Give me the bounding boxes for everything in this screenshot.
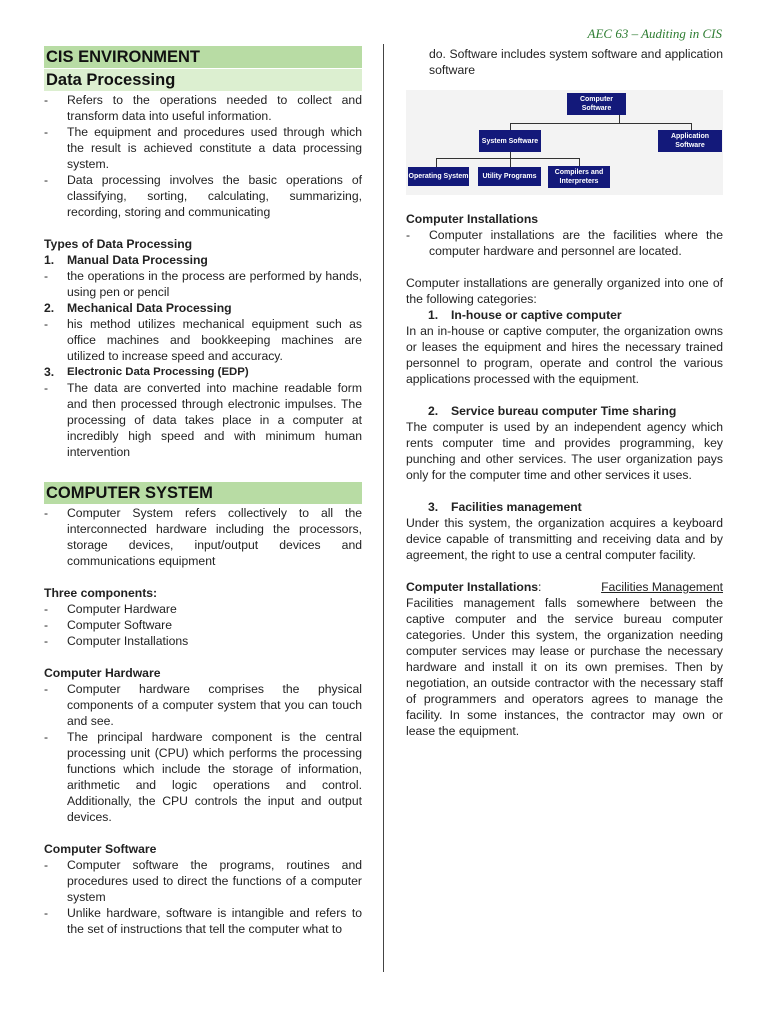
list-item: - Refers to the operations needed to collect and transform data into useful information. — [44, 93, 362, 123]
category-text: Under this system, the organization acquires a keyboard device capable of transmitting and receiving data and by agreement, the right to use a central computer facility. — [406, 516, 723, 562]
software-hierarchy-diagram — [406, 90, 723, 195]
installations-intro: Computer installations are generally organized into one of the following categories: — [406, 276, 723, 306]
type-title: 3. Electronic Data Processing (EDP) — [44, 365, 249, 379]
list-item: - Computer System refers collectively to all the interconnected hardware including the processors, storage devices, input/output devices and communications equipment — [44, 506, 362, 568]
facilities-management-text: Facilities management falls somewhere between the captive computer and the service bureau computer categories. Under this system, the organization needing computer services may lease or purchase the necessary hardware and install it on its own premises. Then by negotiation, an outside contractor with the necessary staff of programmers and operators agrees to manage the facility. In some instances, the contractor may own or lease the equipment. — [406, 596, 723, 738]
facilities-management-heading: Computer Installations: Facilities Management — [406, 580, 723, 594]
components-heading: Three components: — [44, 586, 158, 600]
list-item: - The data are converted into machine readable form and then processed through electronic impulses. The processing of data takes place in a computer at incredibly high speed and with minimum human intervention — [44, 381, 362, 459]
left-column — [44, 46, 362, 937]
type-title: 2. Mechanical Data Processing — [44, 301, 232, 315]
diagram-node-utility-programs: Utility Programs — [478, 167, 541, 186]
diagram-node-application-software: Application Software — [658, 130, 722, 152]
list-item: - Computer software the programs, routines and procedures used to direct the functions of a computer system — [44, 858, 362, 904]
software-heading: Computer Software — [44, 842, 157, 856]
diagram-node-operating-system: Operating System — [408, 167, 469, 186]
list-item: - The principal hardware component is the central processing unit (CPU) which performs the processing functions which include the storage of information, arithmetic and logic operations and control. Additionally, the CPU controls the input and output devices. — [44, 730, 362, 824]
list-item: - the operations in the process are performed by hands, using pen or pencil — [44, 269, 362, 299]
list-item: - Computer Software — [44, 618, 172, 632]
category-text: In an in-house or captive computer, the organization owns or leases the equipment and hires the necessary trained personnel to program, operate and control the various applications processed with the equipment. — [406, 324, 723, 386]
hardware-heading: Computer Hardware — [44, 666, 161, 680]
section-title-computer-system: COMPUTER SYSTEM — [44, 482, 362, 504]
page-header: AEC 63 – Auditing in CIS — [587, 26, 722, 41]
list-item: - Computer Installations — [44, 634, 189, 648]
list-item: - Unlike hardware, software is intangible and refers to the set of instructions that tell the computer what to — [44, 906, 362, 936]
type-title: 1. Manual Data Processing — [44, 253, 208, 267]
section-title-cis-environment: CIS ENVIRONMENT — [44, 46, 362, 68]
list-item: - Computer Hardware — [44, 602, 177, 616]
category-text: The computer is used by an independent agency which rents computer time and provides programming, key punching and other services. The user organization pays only for the computer time and other services it uses. — [406, 420, 723, 482]
list-item: - Computer hardware comprises the physical components of a computer system that you can touch and see. — [44, 682, 362, 728]
right-column — [406, 46, 723, 739]
diagram-node-system-software: System Software — [479, 130, 541, 152]
category-title: 1. In-house or captive computer — [428, 308, 622, 322]
list-item: - Data processing involves the basic operations of classifying, sorting, calculating, summarizing, recording, storing and communicating — [44, 173, 362, 219]
continuation-text: do. Software includes system software and application software — [429, 47, 723, 77]
diagram-node-compilers-interpreters: Compilers and Interpreters — [548, 166, 610, 188]
list-item: - his method utilizes mechanical equipment such as office machines and bookkeeping machines are utilized to increase speed and accuracy. — [44, 317, 362, 363]
category-title: 3. Facilities management — [428, 500, 582, 514]
diagram-node-computer-software: Computer Software — [567, 93, 626, 115]
list-item: - The equipment and procedures used through which the result is achieved constitute a data processing system. — [44, 125, 362, 171]
installations-heading: Computer Installations — [406, 212, 539, 226]
category-title: 2. Service bureau computer Time sharing — [428, 404, 677, 418]
column-divider — [383, 44, 384, 972]
list-item: - Computer installations are the facilities where the computer hardware and personnel are located. — [406, 228, 723, 258]
section-title-data-processing: Data Processing — [44, 69, 362, 91]
types-heading: Types of Data Processing — [44, 237, 193, 251]
